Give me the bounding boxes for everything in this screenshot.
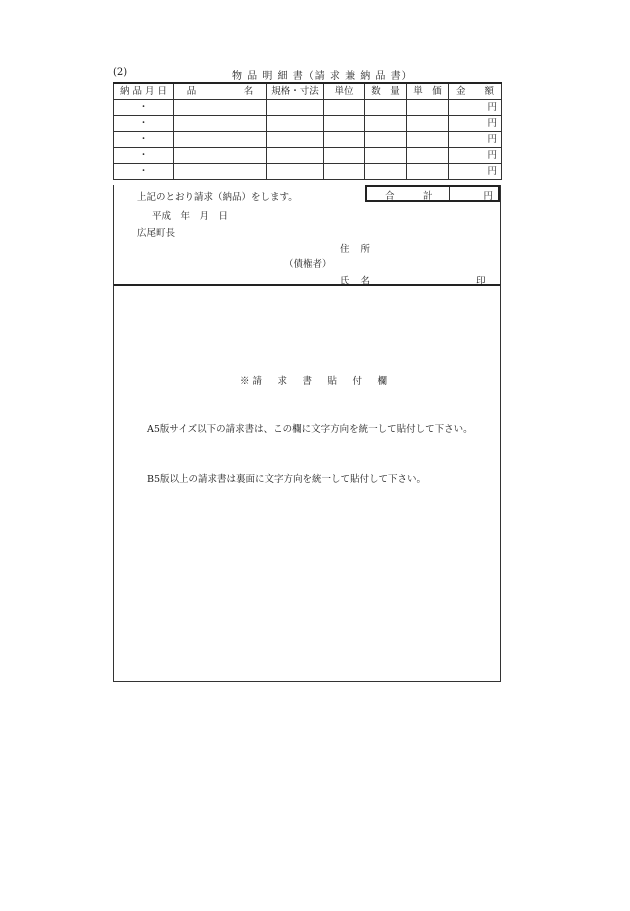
unit-cell[interactable] bbox=[324, 148, 365, 164]
amount-cell[interactable]: 円 bbox=[449, 132, 502, 148]
unit-cell[interactable] bbox=[324, 164, 365, 180]
attach-area-title: ※請 求 書 貼 付 欄 bbox=[240, 376, 391, 387]
quantity-cell[interactable] bbox=[365, 100, 407, 116]
column-header-unit-price: 単 価 bbox=[407, 83, 449, 100]
spec-cell[interactable] bbox=[267, 116, 324, 132]
unit-cell[interactable] bbox=[324, 100, 365, 116]
unit-price-cell[interactable] bbox=[407, 148, 449, 164]
column-header-unit: 単位 bbox=[324, 83, 365, 100]
unit-price-cell[interactable] bbox=[407, 116, 449, 132]
total-label: 合 bbox=[385, 191, 397, 202]
amount-cell[interactable]: 円 bbox=[449, 164, 502, 180]
table-header-row bbox=[114, 83, 502, 100]
table-row bbox=[114, 100, 502, 116]
item-name-cell[interactable] bbox=[174, 132, 267, 148]
column-header-item-name: 品 名 bbox=[174, 83, 267, 100]
name-label: 氏 名 bbox=[340, 276, 375, 287]
unit-price-cell[interactable] bbox=[407, 164, 449, 180]
spec-cell[interactable] bbox=[267, 132, 324, 148]
creditor-label: （債権者） bbox=[284, 259, 332, 270]
quantity-cell[interactable] bbox=[365, 164, 407, 180]
attach-note-a5: A5版サイズ以下の請求書は、この欄に文字方向を統一して貼付して下さい。 bbox=[147, 424, 473, 435]
column-header-delivery-date: 納 品 月 日 bbox=[114, 83, 174, 100]
table-row bbox=[114, 164, 502, 180]
unit-price-cell[interactable] bbox=[407, 132, 449, 148]
form-title: 物 品 明 細 書（請 求 兼 納 品 書） bbox=[232, 71, 413, 82]
unit-cell[interactable] bbox=[324, 132, 365, 148]
total-box bbox=[365, 185, 500, 202]
column-header-specification: 規格・寸法 bbox=[267, 83, 324, 100]
address-label: 住 所 bbox=[340, 244, 375, 255]
spec-cell[interactable] bbox=[267, 164, 324, 180]
amount-cell[interactable]: 円 bbox=[449, 148, 502, 164]
date-cell[interactable]: ・ bbox=[114, 100, 174, 116]
amount-cell[interactable]: 円 bbox=[449, 100, 502, 116]
item-name-cell[interactable] bbox=[174, 100, 267, 116]
total-label-2: 計 bbox=[423, 191, 433, 202]
quantity-cell[interactable] bbox=[365, 148, 407, 164]
spec-cell[interactable] bbox=[267, 148, 324, 164]
form-number: (2) bbox=[113, 67, 128, 78]
date-cell[interactable]: ・ bbox=[114, 116, 174, 132]
quantity-cell[interactable] bbox=[365, 116, 407, 132]
item-name-cell[interactable] bbox=[174, 164, 267, 180]
item-name-cell[interactable] bbox=[174, 148, 267, 164]
spec-cell[interactable] bbox=[267, 100, 324, 116]
date-cell[interactable]: ・ bbox=[114, 148, 174, 164]
unit-price-cell[interactable] bbox=[407, 100, 449, 116]
column-header-quantity: 数 量 bbox=[365, 83, 407, 100]
declaration-text: 上記のとおり請求（納品）をします。 bbox=[137, 192, 298, 203]
date-cell[interactable]: ・ bbox=[114, 132, 174, 148]
column-header-amount: 金 額 bbox=[449, 83, 502, 100]
table-row bbox=[114, 132, 502, 148]
total-divider bbox=[449, 187, 450, 200]
quantity-cell[interactable] bbox=[365, 132, 407, 148]
table-row bbox=[114, 148, 502, 164]
amount-cell[interactable]: 円 bbox=[449, 116, 502, 132]
table-row bbox=[114, 116, 502, 132]
attach-note-b5: B5版以上の請求書は裏面に文字方向を統一して貼付して下さい。 bbox=[147, 474, 427, 485]
total-amount-field[interactable]: 円 bbox=[483, 191, 493, 202]
unit-cell[interactable] bbox=[324, 116, 365, 132]
date-line[interactable]: 平成 年 月 日 bbox=[152, 211, 229, 222]
date-cell[interactable]: ・ bbox=[114, 164, 174, 180]
items-table bbox=[113, 82, 502, 180]
addressee: 広尾町長 bbox=[137, 228, 176, 239]
seal-label: 印 bbox=[476, 276, 486, 287]
item-name-cell[interactable] bbox=[174, 116, 267, 132]
